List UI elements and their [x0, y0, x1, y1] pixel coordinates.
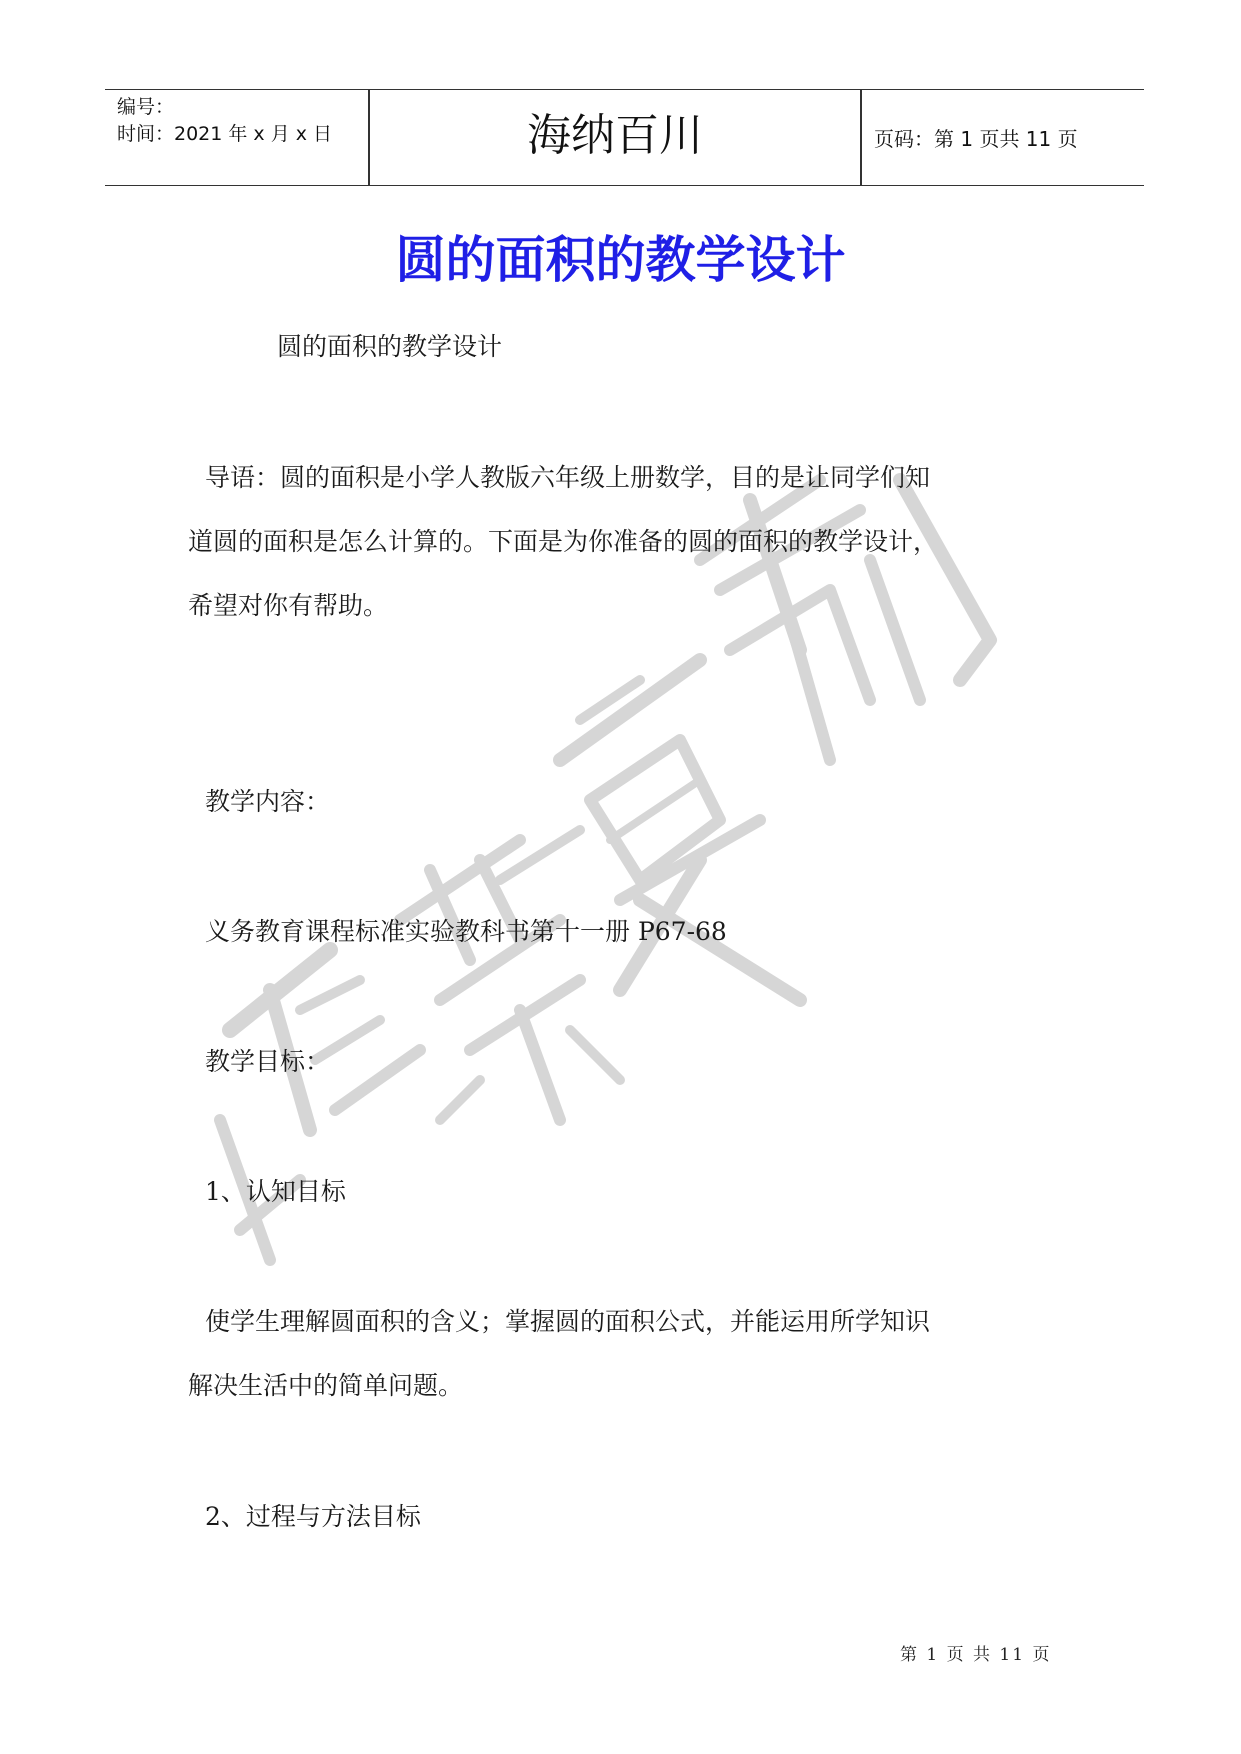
goal1-line-1: 使学生理解圆面积的含义；掌握圆的面积公式，并能运用所学知识 [205, 1307, 931, 1336]
goal1-line-2: 解决生活中的简单问题。 [188, 1371, 464, 1400]
document-title: 圆的面积的教学设计 [395, 231, 846, 289]
header-divider-right [860, 90, 862, 185]
date-label: 时间：2021 年 x 月 x 日 [117, 123, 333, 145]
page-footer: 第 1 页 共 11 页 [900, 1645, 1052, 1665]
content-heading: 教学内容： [205, 787, 331, 816]
goal1-heading: 1、认知目标 [205, 1177, 346, 1206]
document-header [105, 89, 1144, 186]
goals-heading: 教学目标： [205, 1047, 331, 1076]
subtitle: 圆的面积的教学设计 [277, 332, 503, 361]
content-text: 义务教育课程标准实验教科书第十一册 P67-68 [205, 917, 727, 946]
intro-line-3: 希望对你有帮助。 [188, 591, 389, 620]
goal2-heading: 2、过程与方法目标 [205, 1502, 421, 1531]
page-info: 页码：第 1 页共 11 页 [874, 127, 1078, 151]
header-meta [117, 94, 332, 148]
company-name: 海纳百川 [527, 110, 703, 161]
intro-line-1: 导语：圆的面积是小学人教版六年级上册数学，目的是让同学们知 [205, 463, 931, 492]
intro-line-2: 道圆的面积是怎么计算的。下面是为你准备的圆的面积的教学设计， [188, 527, 939, 556]
serial-number-label: 编号： [117, 96, 175, 118]
